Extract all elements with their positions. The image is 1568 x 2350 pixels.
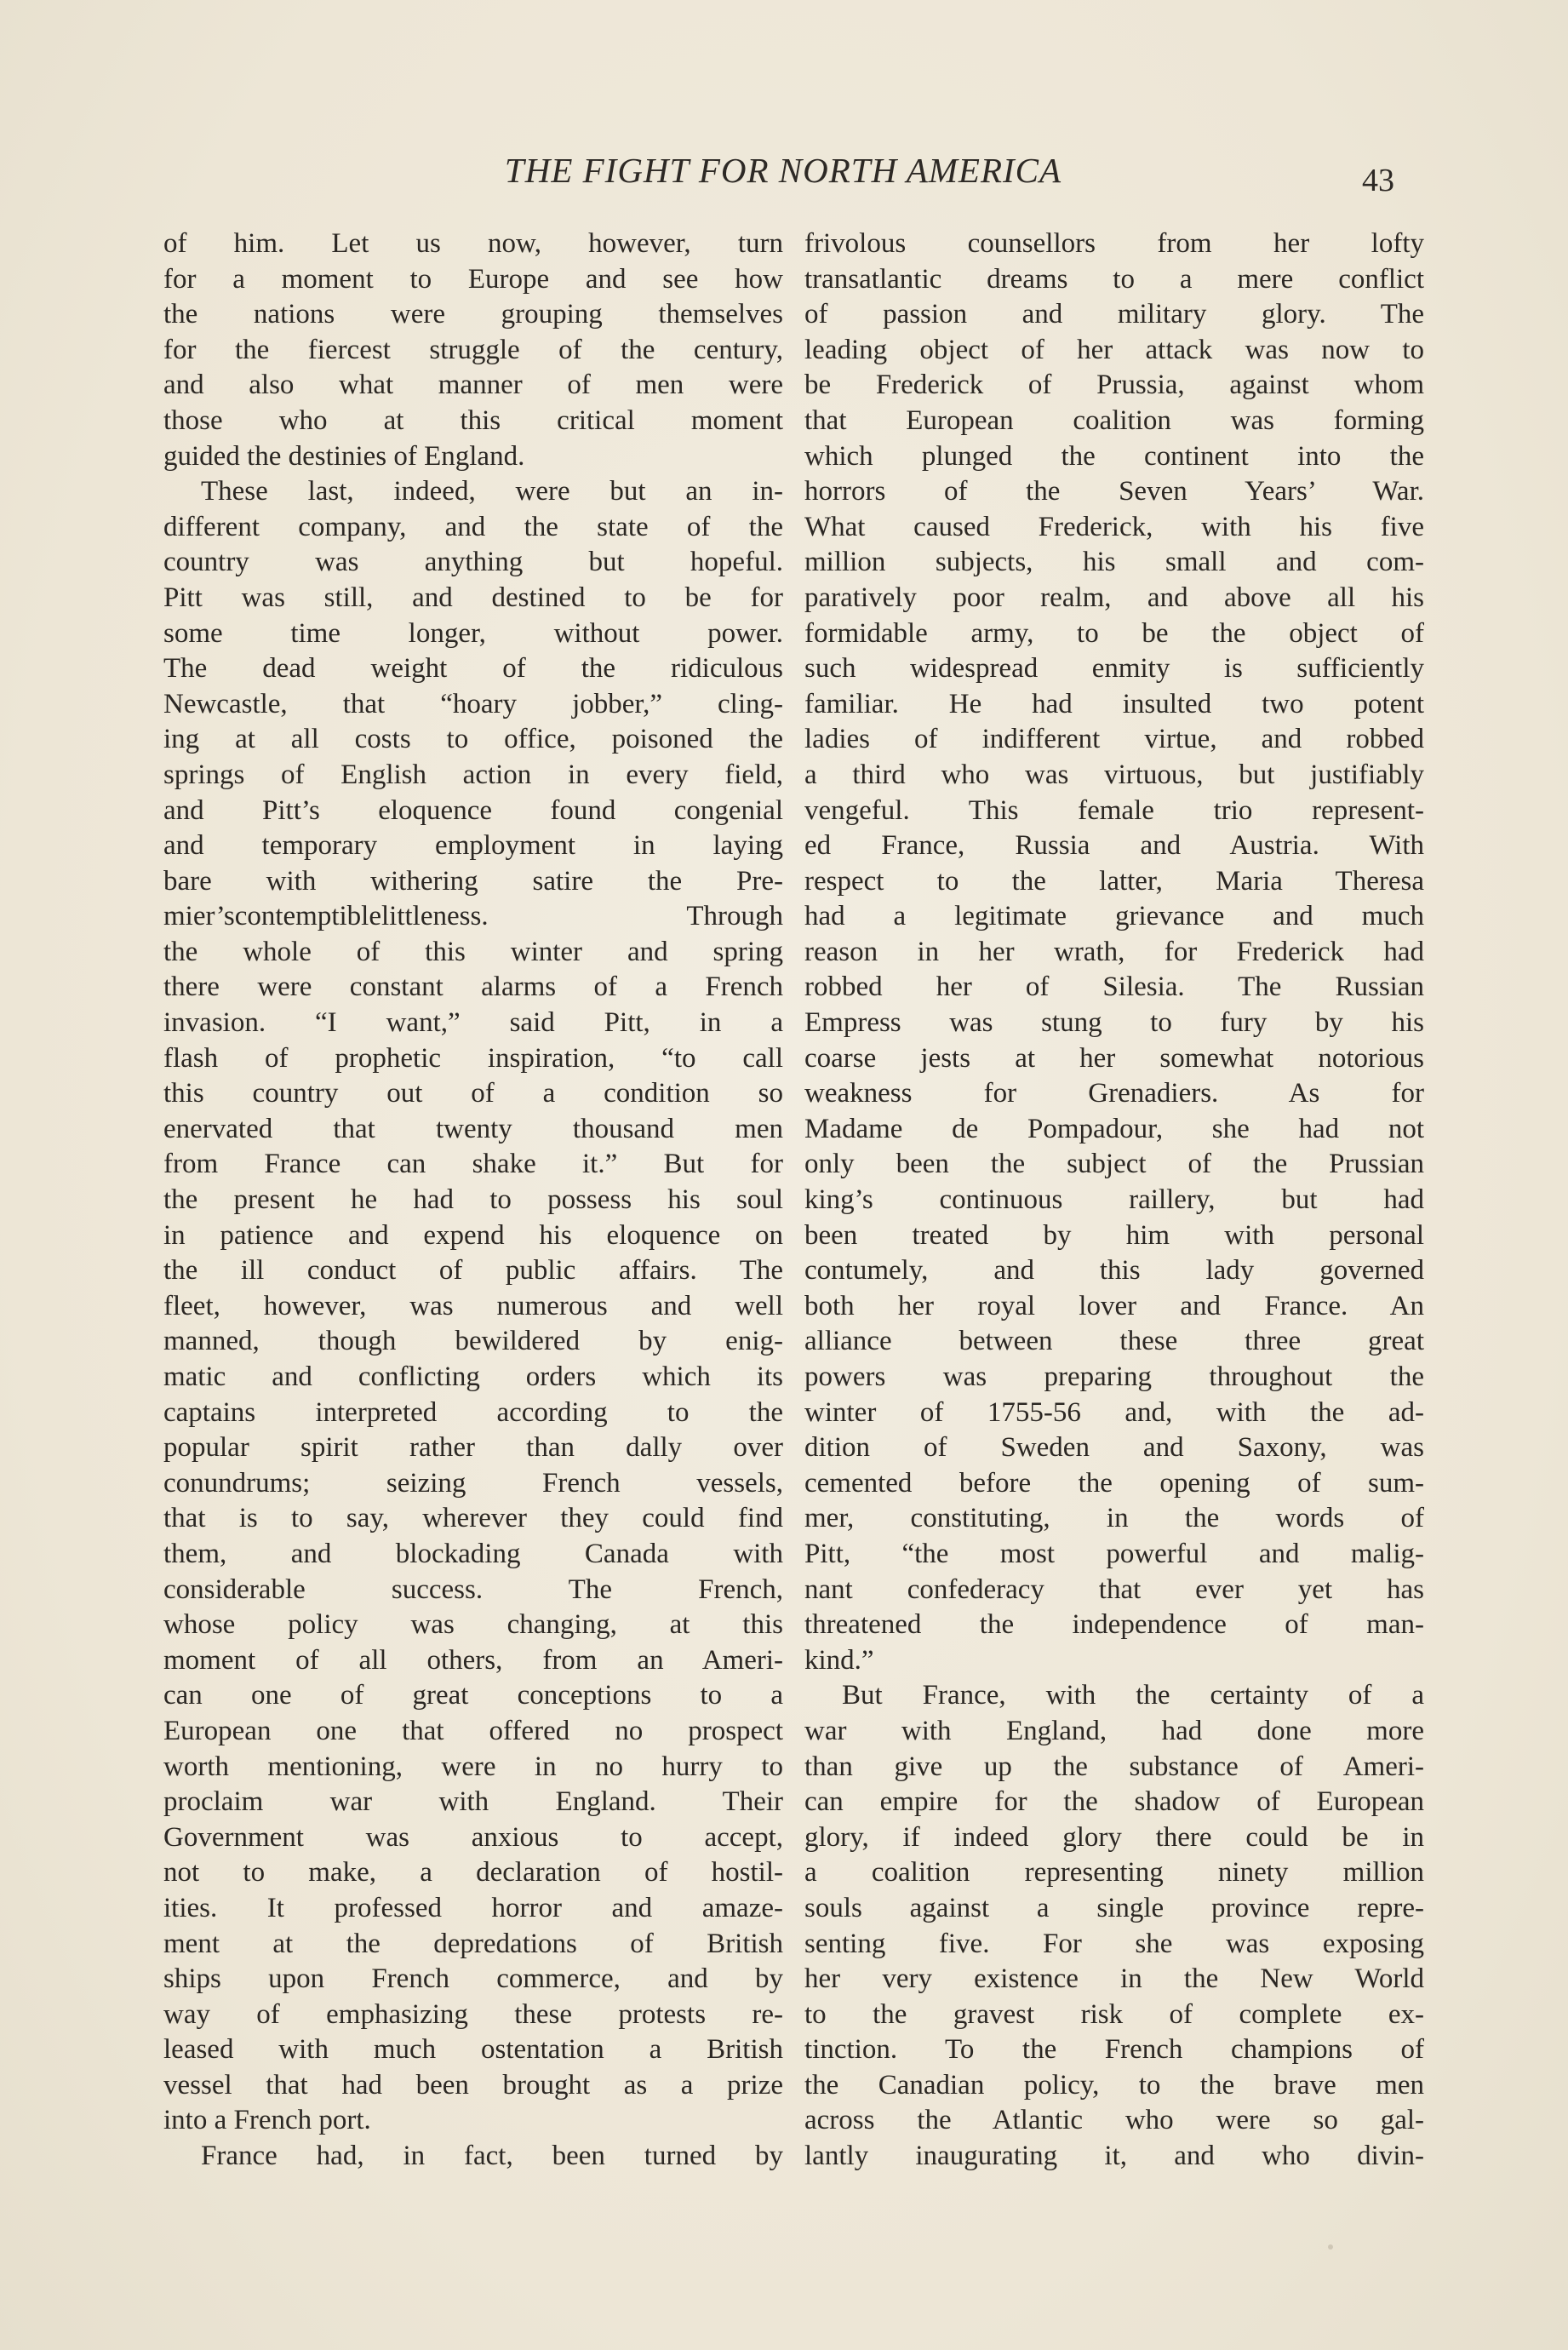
text-line: formidable army, to be the object of bbox=[804, 617, 1424, 649]
text-line: those who at this critical moment bbox=[163, 404, 783, 436]
text-line: be Frederick of Prussia, against whom bbox=[804, 370, 1424, 401]
text-line: ment at the depredations of British bbox=[163, 1928, 783, 1959]
text-line: the whole of this winter and spring bbox=[163, 936, 783, 967]
text-line: Pitt was still, and destined to be for bbox=[163, 582, 783, 613]
text-line: captains interpreted according to the bbox=[163, 1396, 783, 1428]
text-line: What caused Frederick, with his five bbox=[804, 511, 1424, 542]
text-line: them, and blockading Canada with bbox=[163, 1538, 783, 1569]
paper-speck bbox=[1328, 2244, 1333, 2250]
text-line: threatened the independence of man- bbox=[804, 1609, 1424, 1641]
text-line: not to make, a declaration of hostil- bbox=[163, 1857, 783, 1889]
text-line: both her royal lover and France. An bbox=[804, 1290, 1424, 1321]
text-line: ed France, Russia and Austria. With bbox=[804, 830, 1424, 862]
text-line: Newcastle, that “hoary jobber,” cling- bbox=[163, 688, 783, 719]
text-line: vengeful. This female trio represent- bbox=[804, 794, 1424, 826]
text-line: senting five. For she was exposing bbox=[804, 1928, 1424, 1959]
text-line: These last, indeed, were but an in- bbox=[201, 476, 783, 507]
text-line: the ill conduct of public affairs. The bbox=[163, 1255, 783, 1287]
text-line: there were constant alarms of a French bbox=[163, 972, 783, 1003]
text-line: a third who was virtuous, but justifiably bbox=[804, 759, 1424, 790]
text-line: across the Atlantic who were so gal- bbox=[804, 2105, 1424, 2136]
text-line: lantly inaugurating it, and who divin- bbox=[804, 2141, 1424, 2172]
text-line: bare with withering satire the Pre- bbox=[163, 865, 783, 897]
text-line: mier’scontemptiblelittleness. Through bbox=[163, 901, 783, 932]
text-line: ities. It professed horror and amaze- bbox=[163, 1892, 783, 1923]
running-head: THE FIGHT FOR NORTH AMERICA bbox=[504, 151, 1062, 190]
text-line: flash of prophetic inspiration, “to call bbox=[163, 1042, 783, 1074]
text-line: into a French port. bbox=[163, 2105, 371, 2136]
text-line: leading object of her attack was now to bbox=[804, 334, 1424, 365]
text-line: a coalition representing ninety million bbox=[804, 1857, 1424, 1889]
text-line: conundrums; seizing French vessels, bbox=[163, 1467, 783, 1499]
text-line: weakness for Grenadiers. As for bbox=[804, 1078, 1424, 1109]
text-line: from France can shake it.” But for bbox=[163, 1149, 783, 1180]
text-line: that European coalition was forming bbox=[804, 404, 1424, 436]
text-line: springs of English action in every field, bbox=[163, 759, 783, 790]
text-line: frivolous counsellors from her lofty bbox=[804, 228, 1424, 259]
text-line: moment of all others, from an Ameri- bbox=[163, 1644, 783, 1676]
text-line: for a moment to Europe and see how bbox=[163, 263, 783, 295]
text-line: the present he had to possess his soul bbox=[163, 1184, 783, 1216]
text-line: horrors of the Seven Years’ War. bbox=[804, 476, 1424, 507]
text-line: the nations were grouping themselves bbox=[163, 299, 783, 330]
text-line: and also what manner of men were bbox=[163, 370, 783, 401]
text-line: fleet, however, was numerous and well bbox=[163, 1290, 783, 1321]
text-line: cemented before the opening of sum- bbox=[804, 1467, 1424, 1499]
text-line: invasion. “I want,” said Pitt, in a bbox=[163, 1007, 783, 1039]
text-line: robbed her of Silesia. The Russian bbox=[804, 972, 1424, 1003]
text-line: her very existence in the New World bbox=[804, 1963, 1424, 1995]
text-line: and temporary employment in laying bbox=[163, 830, 783, 862]
text-line: reason in her wrath, for Frederick had bbox=[804, 936, 1424, 967]
text-line: The dead weight of the ridiculous bbox=[163, 653, 783, 685]
text-line: war with England, had done more bbox=[804, 1715, 1424, 1746]
text-line: nant confederacy that ever yet has bbox=[804, 1573, 1424, 1605]
text-line: leased with much ostentation a British bbox=[163, 2034, 783, 2066]
text-line: Empress was stung to fury by his bbox=[804, 1007, 1424, 1039]
text-line: transatlantic dreams to a mere conflict bbox=[804, 263, 1424, 295]
text-line: Pitt, “the most powerful and malig- bbox=[804, 1538, 1424, 1569]
text-line: can empire for the shadow of European bbox=[804, 1786, 1424, 1818]
text-line: and Pitt’s eloquence found congenial bbox=[163, 794, 783, 826]
text-line: But France, with the certainty of a bbox=[842, 1680, 1424, 1711]
text-line: popular spirit rather than dally over bbox=[163, 1432, 783, 1464]
text-line: manned, though bewildered by enig- bbox=[163, 1326, 783, 1357]
text-line: ladies of indifferent virtue, and robbed bbox=[804, 724, 1424, 755]
text-line: way of emphasizing these protests re- bbox=[163, 1998, 783, 2030]
text-line: proclaim war with England. Their bbox=[163, 1786, 783, 1818]
text-line: million subjects, his small and com- bbox=[804, 547, 1424, 578]
text-line: powers was preparing throughout the bbox=[804, 1361, 1424, 1392]
text-line: mer, constituting, in the words of bbox=[804, 1503, 1424, 1534]
text-line: to the gravest risk of complete ex- bbox=[804, 1998, 1424, 2030]
text-line: kind.” bbox=[804, 1644, 874, 1676]
text-line: tinction. To the French champions of bbox=[804, 2034, 1424, 2066]
text-line: souls against a single province repre- bbox=[804, 1892, 1424, 1923]
page-number: 43 bbox=[1362, 163, 1394, 198]
text-line: had a legitimate grievance and much bbox=[804, 901, 1424, 932]
right-column bbox=[804, 226, 1424, 2175]
text-line: whose policy was changing, at this bbox=[163, 1609, 783, 1641]
text-line: of him. Let us now, however, turn bbox=[163, 228, 783, 259]
text-line: different company, and the state of the bbox=[163, 511, 783, 542]
text-line: respect to the latter, Maria Theresa bbox=[804, 865, 1424, 897]
text-line: the Canadian policy, to the brave men bbox=[804, 2069, 1424, 2101]
text-line: winter of 1755-56 and, with the ad- bbox=[804, 1396, 1424, 1428]
text-line: ships upon French commerce, and by bbox=[163, 1963, 783, 1995]
text-line: alliance between these three great bbox=[804, 1326, 1424, 1357]
text-line: been treated by him with personal bbox=[804, 1219, 1424, 1251]
text-line: country was anything but hopeful. bbox=[163, 547, 783, 578]
text-line: vessel that had been brought as a prize bbox=[163, 2069, 783, 2101]
text-line: glory, if indeed glory there could be in bbox=[804, 1821, 1424, 1853]
text-line: such widespread enmity is sufficiently bbox=[804, 653, 1424, 685]
text-line: only been the subject of the Prussian bbox=[804, 1149, 1424, 1180]
text-line: Madame de Pompadour, she had not bbox=[804, 1113, 1424, 1144]
text-line: that is to say, wherever they could find bbox=[163, 1503, 783, 1534]
text-line: worth mentioning, were in no hurry to bbox=[163, 1751, 783, 1782]
text-line: coarse jests at her somewhat notorious bbox=[804, 1042, 1424, 1074]
text-line: king’s continuous raillery, but had bbox=[804, 1184, 1424, 1216]
text-line: guided the destinies of England. bbox=[163, 440, 525, 472]
text-line: some time longer, without power. bbox=[163, 617, 783, 649]
text-line: dition of Sweden and Saxony, was bbox=[804, 1432, 1424, 1464]
text-line: contumely, and this lady governed bbox=[804, 1255, 1424, 1287]
text-line: France had, in fact, been turned by bbox=[201, 2141, 783, 2172]
text-line: this country out of a condition so bbox=[163, 1078, 783, 1109]
text-line: Government was anxious to accept, bbox=[163, 1821, 783, 1853]
text-line: considerable success. The French, bbox=[163, 1573, 783, 1605]
text-line: of passion and military glory. The bbox=[804, 299, 1424, 330]
left-column bbox=[163, 226, 783, 2175]
text-line: ing at all costs to office, poisoned the bbox=[163, 724, 783, 755]
text-line: than give up the substance of Ameri- bbox=[804, 1751, 1424, 1782]
text-line: paratively poor realm, and above all his bbox=[804, 582, 1424, 613]
text-line: for the fiercest struggle of the century, bbox=[163, 334, 783, 365]
text-line: matic and conflicting orders which its bbox=[163, 1361, 783, 1392]
text-line: familiar. He had insulted two potent bbox=[804, 688, 1424, 719]
text-line: which plunged the continent into the bbox=[804, 440, 1424, 472]
text-line: enervated that twenty thousand men bbox=[163, 1113, 783, 1144]
text-line: European one that offered no prospect bbox=[163, 1715, 783, 1746]
text-line: can one of great conceptions to a bbox=[163, 1680, 783, 1711]
text-line: in patience and expend his eloquence on bbox=[163, 1219, 783, 1251]
